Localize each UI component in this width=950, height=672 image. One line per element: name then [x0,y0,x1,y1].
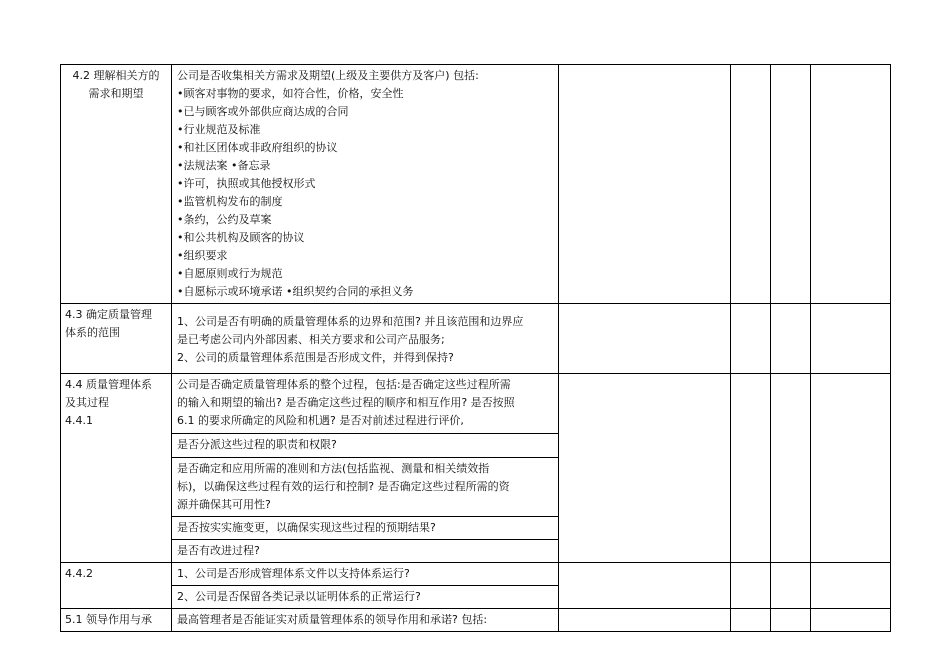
requirement-cell [172,65,559,304]
result-cell[interactable] [731,65,771,304]
requirement-line: 源并确保其可用性? [177,498,271,511]
requirement-line: 标)，以确保这些过程有效的运行和控制? 是否确定这些过程所需的资 [177,480,510,493]
table-row [61,304,891,374]
section-label-cell [61,65,172,304]
result-cell[interactable] [731,304,771,374]
requirement-line: 1、公司是否形成管理体系文件以支持体系运行? [177,567,410,580]
requirement-line: •许可，执照或其他授权形式 [177,177,316,190]
requirement-line: •条约，公约及草案 [177,213,272,226]
requirement-line: 是否按实实施变更，以确保实现这些过程的预期结果? [177,521,436,534]
audit-checklist-page [60,64,891,632]
evidence-cell[interactable] [559,563,731,609]
result-cell[interactable] [771,65,811,304]
result-cell[interactable] [771,609,811,632]
requirement-cell [172,304,559,374]
requirement-cell [172,374,559,434]
remark-cell[interactable] [811,609,891,632]
requirement-cell [172,517,559,540]
requirement-line: 1、公司是否有明确的质量管理体系的边界和范围? 并且该范围和边界应 [177,315,524,328]
section-label: 4.2 理解相关方的 [72,69,160,82]
evidence-cell[interactable] [559,304,731,374]
evidence-cell[interactable] [559,374,731,563]
remark-cell[interactable] [811,304,891,374]
section-label: 4.3 确定质量管理 [65,308,152,321]
requirement-line: 是否确定和应用所需的准则和方法(包括监视、测量和相关绩效指 [177,462,490,475]
section-label-cell [61,609,172,632]
evidence-cell[interactable] [559,65,731,304]
requirement-line: 公司是否确定质量管理体系的整个过程，包括:是否确定这些过程所需 [177,378,511,391]
requirement-line: •自愿原则或行为规范 [177,267,283,280]
remark-cell[interactable] [811,563,891,609]
requirement-line: •行业规范及标准 [177,123,261,136]
table-row [61,609,891,632]
requirement-line: 2、公司是否保留各类记录以证明体系的正常运行? [177,590,421,603]
requirement-line: •顾客对事物的要求，如符合性，价格，安全性 [177,87,404,100]
requirement-line: 是否有改进过程? [177,544,260,557]
section-label: 需求和期望 [88,87,144,100]
table-row [61,374,891,434]
requirement-line: 的输入和期望的输出? 是否确定这些过程的顺序和相互作用? 是否按照 [177,396,515,409]
section-label-cell [61,374,172,563]
table-row [61,563,891,586]
requirement-line: •组织要求 [177,249,228,262]
requirement-line: •和公共机构及顾客的协议 [177,231,305,244]
result-cell[interactable] [731,563,771,609]
section-label: 体系的范围 [65,326,120,339]
requirement-cell [172,563,559,586]
requirement-line: 是否分派这些过程的职责和权限? [177,438,337,451]
remark-cell[interactable] [811,374,891,563]
table-row [61,65,891,304]
requirement-line: •和社区团体或非政府组织的协议 [177,141,338,154]
result-cell[interactable] [731,609,771,632]
requirement-line: •已与顾客或外部供应商达成的合同 [177,105,349,118]
requirement-cell [172,609,559,632]
section-label: 4.4.1 [65,414,93,427]
result-cell[interactable] [731,374,771,563]
result-cell[interactable] [771,374,811,563]
section-label: 5.1 领导作用与承 [65,613,152,626]
requirement-line: •监管机构发布的制度 [177,195,283,208]
evidence-cell[interactable] [559,609,731,632]
requirement-line: 2、公司的质量管理体系范围是否形成文件，并得到保持? [177,351,454,364]
audit-checklist-table [60,64,891,632]
requirement-line: •自愿标示或环境承诺 •组织契约合同的承担义务 [177,285,414,298]
requirement-line: 6.1 的要求所确定的风险和机遇? 是否对前述过程进行评价, [177,414,464,427]
requirement-cell [172,434,559,458]
result-cell[interactable] [771,563,811,609]
result-cell[interactable] [771,304,811,374]
requirement-cell [172,540,559,563]
requirement-line: •法规法案 •备忘录 [177,159,271,172]
requirement-line: 最高管理者是否能证实对质量管理体系的领导作用和承诺? 包括: [177,613,488,626]
section-label-cell [61,563,172,609]
requirement-cell [172,458,559,517]
section-label: 4.4 质量管理体系 [65,378,152,391]
requirement-line: 公司是否收集相关方需求及期望(上级及主要供方及客户) 包括: [177,69,479,82]
section-label-cell [61,304,172,374]
requirement-cell [172,586,559,609]
section-label: 及其过程 [65,396,109,409]
remark-cell[interactable] [811,65,891,304]
requirement-line: 是已考虑公司内外部因素、相关方要求和公司产品服务; [177,333,445,346]
section-label: 4.4.2 [65,567,93,580]
